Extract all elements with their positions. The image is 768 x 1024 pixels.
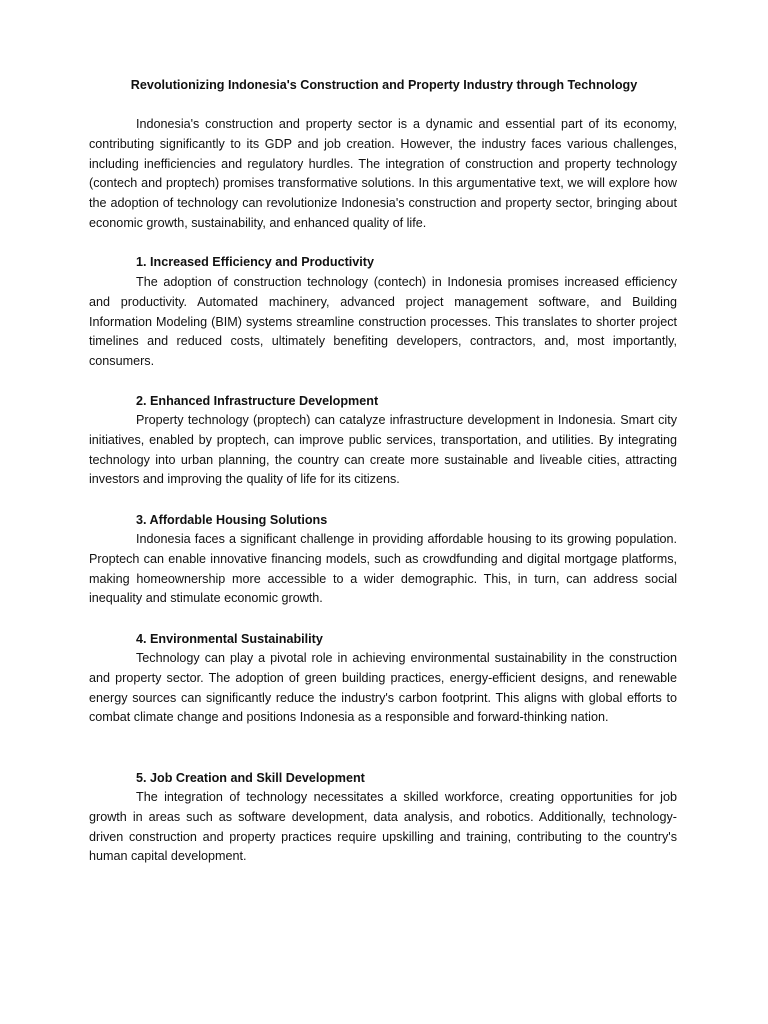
section-body-housing: Indonesia faces a significant challenge in providing affordable housing to its growing population. Proptech can enable innovative financing models, such as crowdfunding and digital mortgage platforms, making homeownership more accessible to a wider demographic. This, in turn, can address social inequality and stimulate economic growth. [89,532,677,606]
section-heading-infrastructure: 2. Enhanced Infrastructure Development [136,394,379,408]
section-heading-jobs: 5. Job Creation and Skill Development [136,771,365,785]
section-heading-housing: 3. Affordable Housing Solutions [136,513,328,527]
section-body-infrastructure: Property technology (proptech) can catalyze infrastructure development in Indonesia. Smart city initiatives, enabled by proptech, can improve public services, transportation, and utilities. By integrating technology into urban planning, the country can create more sustainable and liveable cities, attracting investors and improving the quality of life for its citizens. [89,413,677,487]
section-body-sustainability: Technology can play a pivotal role in achieving environmental sustainability in the construction and property sector. The adoption of green building practices, energy-efficient designs, and renewable energy sources can significantly reduce the industry's carbon footprint. This aligns with global efforts to combat climate change and positions Indonesia as a responsible and forward-thinking nation. [89,651,677,725]
section-body-efficiency: The adoption of construction technology (contech) in Indonesia promises increased efficiency and productivity. Automated machinery, advanced project management software, and Building Information Modeling (BIM) systems streamline construction processes. This translates to shorter project timelines and reduced costs, ultimately benefiting developers, contractors, and, most importantly, consumers. [89,275,677,369]
section-body-jobs: The integration of technology necessitates a skilled workforce, creating opportunities for job growth in areas such as software development, data analysis, and robotics. Additionally, technology-driven construction and property practices require upskilling and training, contributing to the country's human capital development. [89,790,677,864]
intro-paragraph: Indonesia's construction and property sector is a dynamic and essential part of its economy, contributing significantly to its GDP and job creation. However, the industry faces various challenges, including inefficiencies and regulatory hurdles. The integration of construction and property technology (contech and proptech) promises transformative solutions. In this argumentative text, we will explore how the adoption of technology can revolutionize Indonesia's construction and property sector, bringing about economic growth, sustainability, and enhanced quality of life. [89,117,677,230]
section-heading-sustainability: 4. Environmental Sustainability [136,632,323,646]
document-title: Revolutionizing Indonesia's Construction and Property Industry through Technology [130,78,638,92]
section-heading-efficiency: 1. Increased Efficiency and Productivity [136,255,374,269]
